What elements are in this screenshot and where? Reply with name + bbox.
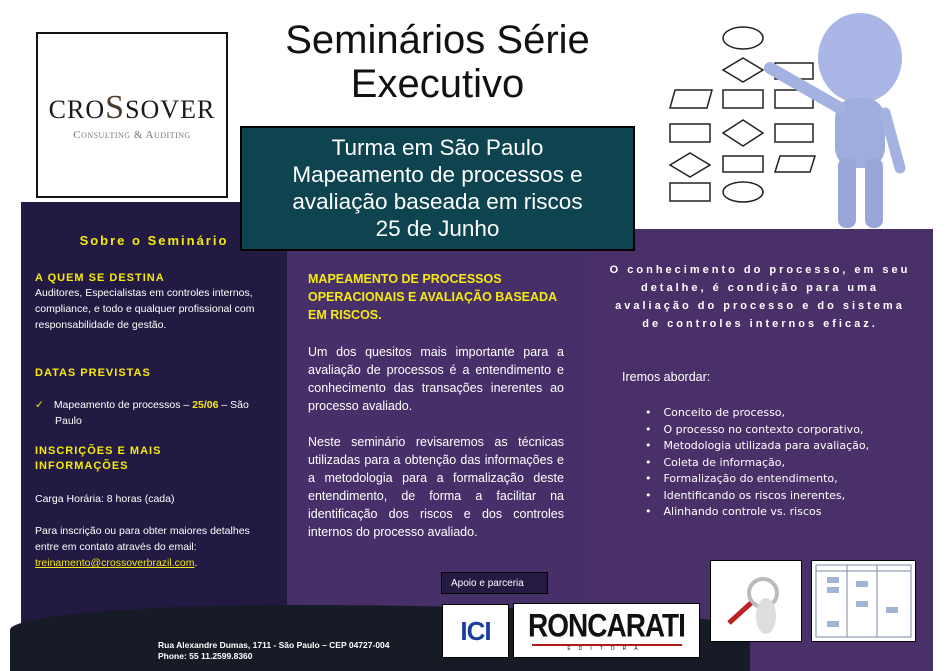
topic-item: • Metodologia utilizada para avaliação,: [645, 438, 869, 455]
dates-heading: DATAS PREVISTAS: [35, 367, 151, 379]
logo-tagline: Consulting & Auditing: [73, 129, 191, 141]
topic-item: • Alinhando controle vs. riscos: [645, 504, 869, 521]
date-item: ✓ Mapeamento de processos – 25/06 – São Paulo: [35, 399, 249, 427]
topic-item: • Formalização do entendimento,: [645, 471, 869, 488]
audience-heading: A QUEM SE DESTINA: [35, 272, 165, 284]
logo-wordmark: CROSSOVER: [48, 89, 216, 126]
contact-text: Para inscrição ou para obter maiores detalhes entre em contato através do email: treinamento@crossoverbrazil.com.: [35, 525, 250, 569]
footer-address: Rua Alexandre Dumas, 1711 - São Paulo – CEP 04727-004 Phone: 55 11.2599.8360: [158, 640, 390, 661]
topics-intro: Iremos abordar:: [622, 370, 711, 384]
crossover-logo: [36, 32, 228, 198]
event-date: 25 de Junho: [375, 216, 500, 241]
quote-text: O conhecimento do processo, em seu detalhe, é condição para uma avaliação do processo e do sistema de controles internos eficaz.: [609, 264, 911, 330]
topic-item: • Identificando os riscos inerentes,: [645, 488, 869, 505]
event-topic: Mapeamento de processos e: [292, 162, 583, 187]
event-city: Turma em São Paulo: [331, 135, 544, 160]
check-icon: ✓: [35, 399, 44, 411]
topic-item: • O processo no contexto corporativo,: [645, 422, 869, 439]
program-paragraph-1: Um dos quesitos mais importante para a avaliação de processos é a entendimento e conhecimento das transações inerentes ao processo avaliado.: [308, 345, 564, 413]
topic-item: • Coleta de informação,: [645, 455, 869, 472]
roncarati-logo: RONCARATI EDITORA: [513, 603, 700, 658]
process-diagram-image: [811, 560, 916, 642]
workload-text: Carga Horária: 8 horas (cada): [35, 493, 175, 505]
page-title: Seminários Série Executivo: [285, 18, 590, 106]
topics-list: [645, 405, 869, 521]
program-paragraph-2: Neste seminário revisaremos as técnicas utilizadas para a obtenção das informações e a metodologia para a formalização deste entendimento, de forma a facilitar na identificação dos riscos e dos controles internos do processo avaliado.: [308, 435, 564, 539]
flowchart-figure-illustration: [660, 8, 935, 229]
email-link[interactable]: treinamento@crossoverbrazil.com: [35, 557, 195, 569]
about-heading: Sobre o Seminário: [79, 233, 229, 248]
partners-label: Apoio e parceria: [441, 572, 548, 594]
event-topic-cont: avaliação baseada em riscos: [292, 189, 583, 214]
topic-item: • Conceito de processo,: [645, 405, 869, 422]
event-info-box: [240, 126, 635, 251]
magnifier-figure-image: [710, 560, 802, 642]
audience-text: Auditores, Especialistas em controles internos, compliance, e todo e qualquer profissional com responsabilidade de gestão.: [35, 287, 255, 331]
ici-logo: ICI: [442, 604, 509, 658]
program-heading: MAPEAMENTO DE PROCESSOS OPERACIONAIS E AVALIAÇÃO BASEADA EM RISCOS.: [308, 272, 557, 322]
registration-heading: INSCRIÇÕES E MAIS INFORMAÇÕES: [35, 445, 162, 472]
